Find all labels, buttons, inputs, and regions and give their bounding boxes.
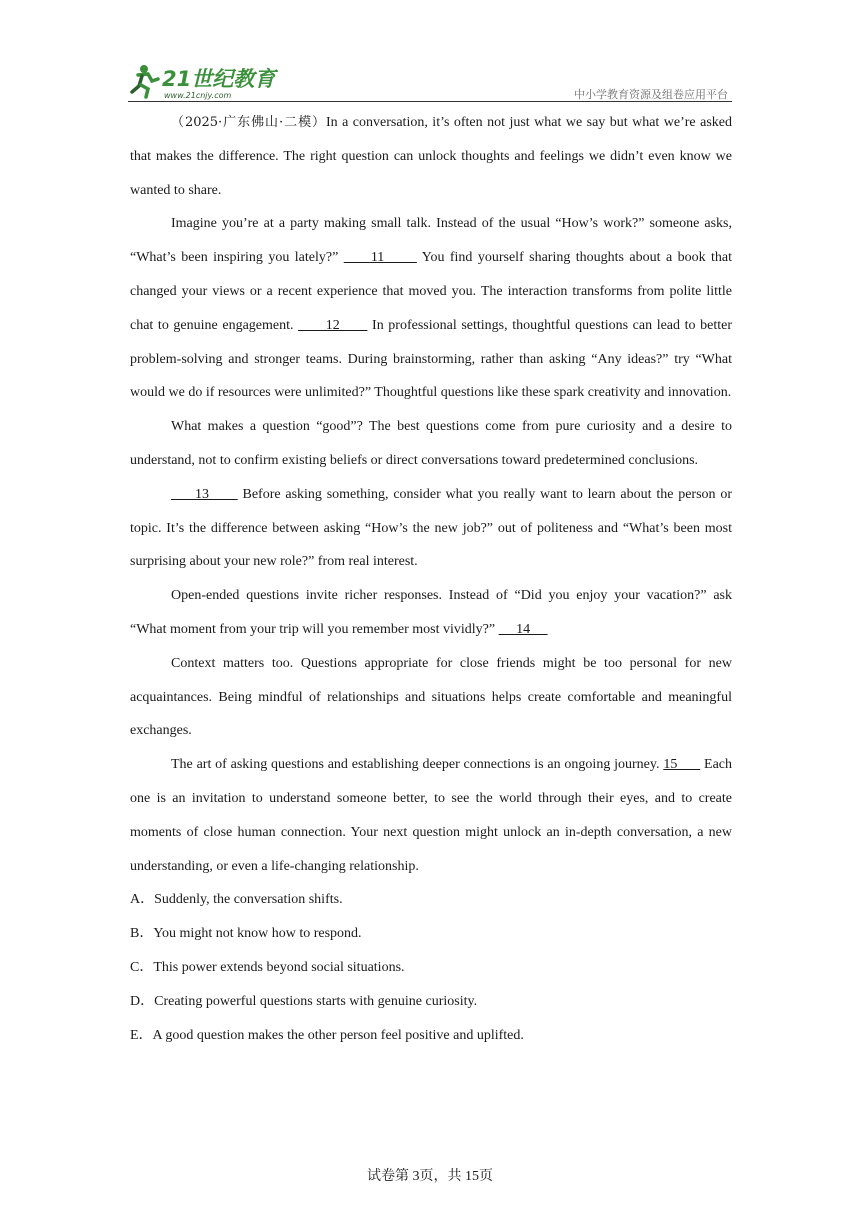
option-a: A．Suddenly, the conversation shifts. (130, 892, 343, 908)
option-b: B．You might not know how to respond. (130, 926, 362, 942)
blank-13: 13 (171, 486, 238, 502)
logo-text: 21世纪教育 (162, 67, 276, 91)
source-label: （2025·广东佛山·二模） (171, 115, 326, 130)
logo-url-text: www.21cnjy.com (164, 91, 232, 100)
paragraph-2: Imagine you’re at a party making small talk. Instead of the usual “How’s work?” someone asks, “What’s been inspiring you lately?” 11 You find yourself sharing thoughts about a book that changed your views or a recent experience that moved you. The interaction transforms from polite little chat to genuine engagement. 12 In professional settings, thoughtful questions can lead to better problem-solving and stronger teams. During brainstorming, rather than asking “Any ideas?” try “What would we do if resources were unlimited?” Thoughtful questions like these spark creativity and innovation. (130, 216, 733, 401)
header-divider (128, 101, 732, 102)
runner-icon (132, 65, 158, 97)
blank-12: 12 (298, 317, 368, 333)
paragraph-6: Context matters too. Questions appropriate for close friends might be too personal for new acquaintances. Being mindful of relationships and situations helps create comfortable and meaningful exchanges. (130, 655, 732, 739)
paragraph-3: What makes a question “good”? The best questions come from pure curiosity and a desire to understand, not to confirm existing beliefs or direct conversations toward predetermined conclusions. (130, 419, 732, 468)
blank-11: 11 (343, 250, 417, 266)
header-tagline: 中小学教育资源及组卷应用平台 (574, 88, 728, 101)
paragraph-1: （2025·广东佛山·二模）In a conversation, it’s often not just what we say but what we’re asked that makes the difference. The right question can unlock thoughts and feelings we didn’t even know we wanted to share. (130, 115, 732, 198)
blank-15: 15 (663, 757, 701, 773)
blank-14: 14 (498, 621, 548, 637)
passage (130, 106, 732, 1052)
page-footer: 试卷第 3页，共 15页 (367, 1169, 493, 1184)
paragraph-7: The art of asking questions and establishing deeper connections is an ongoing journey. 15 Each one is an invitation to understand someone better, to see the world through their eyes, and to create moments of close human connection. Your next question might unlock an in-depth conversation, a new understanding, or even a life-changing relationship. (130, 757, 733, 874)
page-header (128, 60, 732, 104)
paragraph-4: 13 Before asking something, consider what you really want to learn about the person or topic. It’s the difference between asking “How’s the new job?” out of politeness and “What’s been most surprising about your new role?” from real interest. (130, 486, 732, 570)
paragraph-5: Open-ended questions invite richer responses. Instead of “Did you enjoy your vacation?” ask “What moment from your trip will you remember most vividly?” 14 (130, 588, 732, 637)
21cnjy-logo (128, 62, 288, 102)
option-c: C．This power extends beyond social situations. (130, 959, 405, 975)
option-e: E．A good question makes the other person feel positive and uplifted. (130, 1027, 524, 1043)
option-d: D．Creating powerful questions starts with genuine curiosity. (130, 993, 478, 1009)
